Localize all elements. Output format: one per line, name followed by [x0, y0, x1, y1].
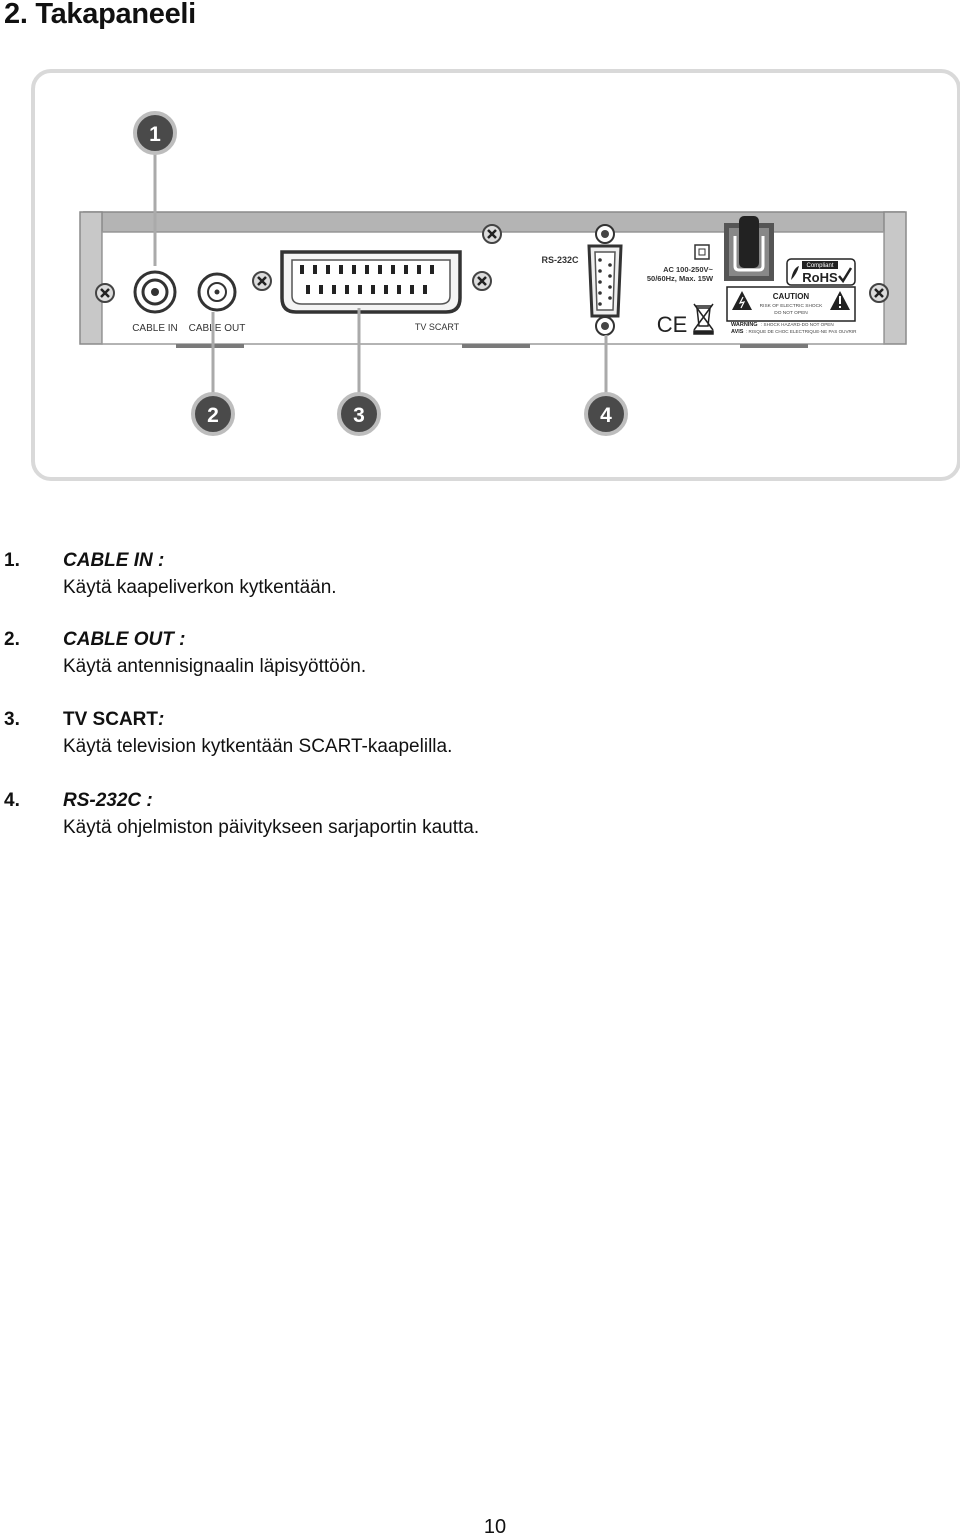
tv-scart-port-label: TV SCART — [414, 322, 460, 332]
list-item-description: Käytä ohjelmiston päivitykseen sarjaportin kautta. — [63, 817, 480, 838]
ce-mark: CE — [656, 312, 688, 337]
page-title: 2. Takapaneeli — [4, 0, 196, 30]
caution-line-2: DO NOT OPEN — [774, 311, 808, 316]
list-item-number: 3. — [4, 709, 20, 730]
list-item-title-suffix: : — [158, 709, 165, 730]
cable-out-connector-icon — [199, 274, 235, 310]
power-cord-icon — [724, 216, 774, 281]
list-item-title-text: TV SCART — [63, 709, 158, 730]
callout-4-number: 4 — [600, 404, 612, 427]
warning-text: : SHOCK HAZARD-DO NOT OPEN — [761, 322, 834, 327]
avis-text: : RISQUE DE CHOC ELECTRIQUE-NE PAS OUVRIR — [746, 329, 857, 334]
page-number: 10 — [483, 1516, 507, 1538]
power-rating-line-2: 50/60Hz, Max. 15W — [646, 274, 714, 283]
callout-3-number: 3 — [353, 404, 365, 427]
callout-3 — [339, 394, 379, 434]
callout-2-number: 2 — [207, 404, 219, 427]
list-item-description: Käytä antennisignaalin läpisyöttöön. — [63, 656, 367, 677]
power-rating-line-1: AC 100-250V~ — [663, 265, 713, 274]
caution-line-1: RISK OF ELECTRIC SHOCK — [759, 304, 823, 309]
list-item-title: CABLE OUT : — [63, 629, 186, 650]
callout-4 — [586, 394, 626, 434]
caution-title: CAUTION — [772, 292, 810, 301]
callout-1 — [135, 113, 175, 153]
list-item-number: 1. — [4, 550, 20, 571]
scart-connector-icon — [282, 252, 460, 312]
rear-panel-illustration — [0, 0, 960, 480]
callout-2 — [193, 394, 233, 434]
rohs-compliant-badge — [787, 259, 855, 285]
list-item-number: 4. — [4, 790, 20, 811]
list-item-title: CABLE IN : — [63, 550, 165, 571]
rohs-top-label: Compliant — [806, 263, 834, 269]
rs232c-port-label: RS-232C — [541, 255, 579, 265]
cable-out-port-label: CABLE OUT — [188, 323, 246, 334]
rohs-main-label: RoHS — [802, 270, 838, 285]
list-item-description: Käytä kaapeliverkon kytkentään. — [63, 577, 337, 598]
cable-in-port-label: CABLE IN — [132, 323, 178, 334]
list-item-description: Käytä television kytkentään SCART-kaapelilla. — [63, 736, 453, 757]
list-item-title: RS-232C : — [63, 790, 153, 811]
list-item-number: 2. — [4, 629, 20, 650]
callout-1-number: 1 — [149, 123, 161, 146]
list-item-title — [63, 709, 164, 731]
cable-in-connector-icon — [135, 272, 175, 312]
warning-label: WARNING — [731, 322, 758, 328]
avis-label: AVIS — [731, 329, 744, 335]
